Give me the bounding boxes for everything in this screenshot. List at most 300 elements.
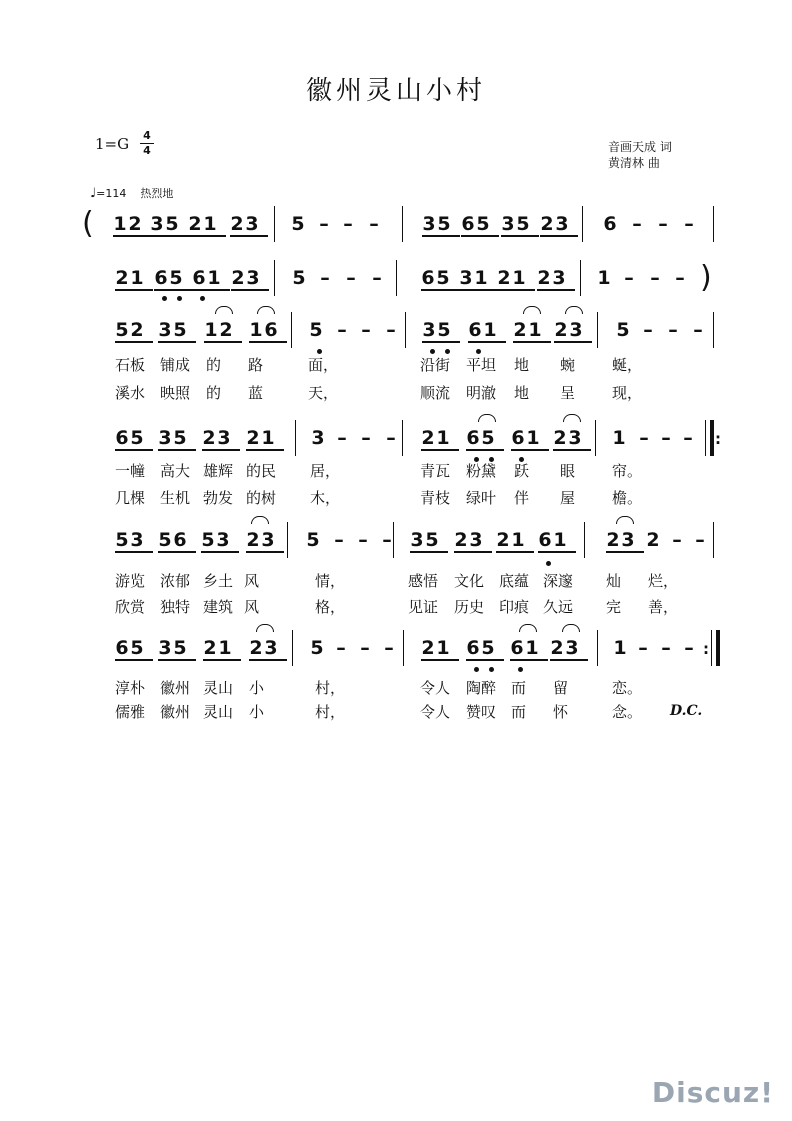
- lyricist-credit: 音画天成 词: [608, 140, 672, 154]
- jianpu-note: 1: [207, 267, 221, 289]
- jianpu-note: 2: [497, 267, 511, 289]
- close-parenthesis: ): [700, 260, 712, 295]
- underline-beam: [538, 551, 576, 553]
- underline-beam: [158, 449, 196, 451]
- jianpu-note: 2: [550, 637, 564, 659]
- jianpu-note: 1: [612, 427, 626, 449]
- jianpu-note: 6: [173, 529, 187, 551]
- jianpu-note: 3: [158, 637, 172, 659]
- jianpu-note: 1: [528, 319, 542, 341]
- jianpu-note: 3: [217, 427, 231, 449]
- lyric-syllable: 而: [511, 679, 527, 697]
- jianpu-note: 3: [552, 267, 566, 289]
- underline-beam: [203, 659, 241, 661]
- jianpu-note: 3: [422, 319, 436, 341]
- jianpu-note: 1: [613, 637, 627, 659]
- lyric-syllable: 青枝: [420, 489, 451, 507]
- jianpu-note: 6: [264, 319, 278, 341]
- jianpu-note: 3: [565, 637, 579, 659]
- tempo-marking: [90, 185, 173, 201]
- jianpu-note: 5: [201, 529, 215, 551]
- underline-beam: [158, 341, 196, 343]
- jianpu-note: 6: [510, 637, 524, 659]
- lyric-syllable: 留: [553, 679, 569, 697]
- barline: [402, 206, 403, 242]
- low-octave-dot: [546, 561, 551, 566]
- lyric-syllable: 明澈: [466, 384, 497, 402]
- lyric-syllable: 小: [249, 703, 265, 721]
- dash-note: –: [369, 213, 379, 235]
- dash-note: –: [661, 427, 671, 449]
- underline-beam: [606, 551, 644, 553]
- lyric-syllable: 欣赏: [115, 598, 146, 616]
- underline-beam: [422, 341, 460, 343]
- lyric-syllable: 檐。: [612, 489, 643, 507]
- lyric-syllable: 灵山: [203, 679, 234, 697]
- tie-arc: [519, 624, 537, 632]
- lyric-syllable: 历史: [454, 598, 485, 616]
- lyric-syllable: 眼: [560, 462, 576, 480]
- barline: [403, 630, 404, 666]
- jianpu-note: 5: [173, 427, 187, 449]
- underline-beam: [510, 659, 548, 661]
- dash-note: –: [372, 267, 382, 289]
- dash-note: –: [695, 529, 705, 551]
- barline: [582, 206, 583, 242]
- dash-note: –: [668, 319, 678, 341]
- underline-beam: [246, 551, 284, 553]
- lyric-syllable: 印痕: [499, 598, 530, 616]
- lyric-syllable: 徽州: [160, 679, 191, 697]
- lyric-syllable: 淳朴: [115, 679, 146, 697]
- jianpu-note: 6: [461, 213, 475, 235]
- low-octave-dot: [162, 296, 167, 301]
- jianpu-note: 2: [188, 213, 202, 235]
- lyric-syllable: 而: [511, 703, 527, 721]
- jianpu-note: 3: [501, 213, 515, 235]
- lyric-syllable: 感悟: [408, 572, 439, 590]
- jianpu-note: 1: [525, 637, 539, 659]
- watermark-logo: Discuz!: [651, 1076, 774, 1109]
- jianpu-note: 5: [291, 213, 305, 235]
- jianpu-note: 2: [513, 319, 527, 341]
- barline: [597, 312, 598, 348]
- lyric-syllable: 见证: [408, 598, 439, 616]
- dash-note: –: [336, 637, 346, 659]
- underline-beam: [158, 659, 196, 661]
- lyric-syllable: 恋。: [612, 679, 643, 697]
- jianpu-note: 1: [526, 427, 540, 449]
- barline: [713, 522, 714, 558]
- jianpu-note: 5: [476, 213, 490, 235]
- jianpu-note: 1: [597, 267, 611, 289]
- lyric-syllable: 令人: [420, 703, 451, 721]
- barline: [396, 260, 397, 296]
- lyric-syllable: 伴: [514, 489, 530, 507]
- lyric-syllable: 木，: [310, 489, 341, 507]
- barline: [405, 312, 406, 348]
- underline-beam: [461, 235, 499, 237]
- underline-beam: [422, 235, 460, 237]
- lyric-syllable: 沿街: [420, 356, 451, 374]
- tempo-bpm: =114: [96, 187, 127, 200]
- jianpu-note: 6: [154, 267, 168, 289]
- jianpu-note: 5: [481, 637, 495, 659]
- dash-note: –: [334, 529, 344, 551]
- jianpu-note: 1: [130, 267, 144, 289]
- barline: [291, 312, 292, 348]
- dash-note: –: [683, 427, 693, 449]
- jianpu-note: 2: [203, 637, 217, 659]
- lyric-syllable: 呈: [560, 384, 576, 402]
- lyric-syllable: 底蕴: [499, 572, 530, 590]
- jianpu-note: 2: [230, 213, 244, 235]
- dash-note: –: [384, 637, 394, 659]
- jianpu-note: 5: [130, 637, 144, 659]
- jianpu-note: 1: [436, 427, 450, 449]
- low-octave-dot: [489, 667, 494, 672]
- jianpu-note: 1: [113, 213, 127, 235]
- dash-note: –: [650, 267, 660, 289]
- jianpu-note: 2: [128, 213, 142, 235]
- lyric-syllable: 灿: [606, 572, 622, 590]
- lyric-syllable: 地: [514, 356, 530, 374]
- lyric-syllable: 陶醉: [466, 679, 497, 697]
- jianpu-note: 5: [115, 319, 129, 341]
- jianpu-note: 2: [540, 213, 554, 235]
- jianpu-note: 5: [115, 529, 129, 551]
- tie-arc: [563, 414, 581, 422]
- lyric-syllable: 地: [514, 384, 530, 402]
- dash-note: –: [638, 637, 648, 659]
- lyric-syllable: 风: [244, 572, 260, 590]
- lyric-syllable: 完: [606, 598, 622, 616]
- dash-note: –: [693, 319, 703, 341]
- jianpu-note: 2: [496, 529, 510, 551]
- jianpu-note: 3: [245, 213, 259, 235]
- underline-beam: [249, 341, 287, 343]
- underline-beam: [540, 235, 578, 237]
- barline: [580, 260, 581, 296]
- dash-note: –: [319, 213, 329, 235]
- jianpu-note: 5: [309, 319, 323, 341]
- jianpu-note: 3: [158, 427, 172, 449]
- underline-beam: [154, 289, 192, 291]
- lyric-syllable: 映照: [160, 384, 191, 402]
- dash-note: –: [337, 427, 347, 449]
- underline-beam: [115, 289, 153, 291]
- jianpu-note: 3: [150, 213, 164, 235]
- jianpu-note: 2: [553, 427, 567, 449]
- lyric-syllable: 蜿: [560, 356, 576, 374]
- lyric-syllable: 念。: [612, 703, 643, 721]
- tie-arc: [523, 306, 541, 314]
- underline-beam: [192, 289, 230, 291]
- lyric-syllable: 灵山: [203, 703, 234, 721]
- jianpu-note: 3: [264, 637, 278, 659]
- jianpu-note: 3: [555, 213, 569, 235]
- jianpu-note: 1: [511, 529, 525, 551]
- jianpu-note: 6: [115, 427, 129, 449]
- lyric-syllable: 赞叹: [466, 703, 497, 721]
- tie-arc: [215, 306, 233, 314]
- underline-beam: [158, 551, 196, 553]
- barline: [711, 630, 712, 666]
- dash-note: –: [661, 637, 671, 659]
- lyric-syllable: 格，: [315, 598, 346, 616]
- underline-beam: [113, 235, 151, 237]
- low-octave-dot: [177, 296, 182, 301]
- dash-note: –: [382, 529, 392, 551]
- lyric-syllable: 风: [244, 598, 260, 616]
- underline-beam: [496, 551, 534, 553]
- jianpu-note: 2: [606, 529, 620, 551]
- jianpu-note: 6: [421, 267, 435, 289]
- jianpu-note: 2: [130, 319, 144, 341]
- underline-beam: [466, 449, 504, 451]
- lyric-syllable: 的: [206, 384, 222, 402]
- jianpu-note: 5: [437, 319, 451, 341]
- jianpu-note: 2: [115, 267, 129, 289]
- lyric-syllable: 深邃: [543, 572, 574, 590]
- jianpu-note: 5: [616, 319, 630, 341]
- jianpu-note: 5: [173, 637, 187, 659]
- lyric-syllable: 青瓦: [420, 462, 451, 480]
- jianpu-note: 5: [130, 427, 144, 449]
- lyric-syllable: 帘。: [612, 462, 643, 480]
- lyric-syllable: 的民: [246, 462, 277, 480]
- lyric-syllable: 勃发: [203, 489, 234, 507]
- final-barline: [710, 420, 714, 456]
- jianpu-note: 2: [646, 529, 660, 551]
- jianpu-note: 1: [474, 267, 488, 289]
- underline-beam: [246, 449, 284, 451]
- dash-note: –: [343, 213, 353, 235]
- lyric-syllable: 几棵: [115, 489, 146, 507]
- jianpu-note: 6: [115, 637, 129, 659]
- lyric-syllable: 村，: [315, 703, 346, 721]
- lyric-syllable: 平坦: [466, 356, 497, 374]
- barline: [597, 630, 598, 666]
- underline-beam: [410, 551, 448, 553]
- lyric-syllable: 一幢: [115, 462, 146, 480]
- underline-beam: [459, 289, 497, 291]
- jianpu-note: 3: [311, 427, 325, 449]
- lyric-syllable: 乡土: [203, 572, 234, 590]
- jianpu-note: 3: [410, 529, 424, 551]
- dash-note: –: [346, 267, 356, 289]
- barline: [274, 260, 275, 296]
- jianpu-note: 3: [158, 319, 172, 341]
- dc-marking: D.C.: [670, 703, 703, 719]
- composer-credit: 黄清林 曲: [608, 156, 660, 170]
- underline-beam: [115, 551, 153, 553]
- underline-beam: [115, 449, 153, 451]
- lyric-syllable: 徽州: [160, 703, 191, 721]
- jianpu-note: 2: [454, 529, 468, 551]
- underline-beam: [553, 449, 591, 451]
- underline-beam: [201, 551, 239, 553]
- underline-beam: [421, 449, 459, 451]
- jianpu-note: 1: [249, 319, 263, 341]
- jianpu-note: 3: [459, 267, 473, 289]
- underline-beam: [204, 341, 242, 343]
- repeat-dots: :: [703, 640, 709, 658]
- dash-note: –: [337, 319, 347, 341]
- jianpu-note: 2: [231, 267, 245, 289]
- lyric-syllable: 情，: [315, 572, 346, 590]
- underline-beam: [497, 289, 535, 291]
- quarter-note-icon: ♩: [90, 186, 97, 201]
- jianpu-note: 2: [219, 319, 233, 341]
- barline: [584, 522, 585, 558]
- underline-beam: [537, 289, 575, 291]
- jianpu-note: 3: [568, 427, 582, 449]
- jianpu-note: 2: [246, 427, 260, 449]
- lyric-syllable: 村，: [315, 679, 346, 697]
- low-octave-dot: [518, 667, 523, 672]
- lyric-syllable: 天，: [308, 384, 339, 402]
- tie-arc: [256, 624, 274, 632]
- jianpu-note: 5: [310, 637, 324, 659]
- barline: [713, 312, 714, 348]
- underline-beam: [511, 449, 549, 451]
- tie-arc: [616, 516, 634, 524]
- jianpu-note: 6: [538, 529, 552, 551]
- lyric-syllable: 浓郁: [160, 572, 191, 590]
- lyric-syllable: 烂，: [648, 572, 679, 590]
- underline-beam: [421, 289, 459, 291]
- open-parenthesis: (: [82, 206, 94, 241]
- barline: [287, 522, 288, 558]
- jianpu-note: 3: [569, 319, 583, 341]
- jianpu-note: 5: [292, 267, 306, 289]
- lyric-syllable: 溪水: [115, 384, 146, 402]
- lyric-syllable: 文化: [454, 572, 485, 590]
- tie-arc: [562, 624, 580, 632]
- underline-beam: [249, 659, 287, 661]
- jianpu-note: 3: [261, 529, 275, 551]
- underline-beam: [421, 659, 459, 661]
- jianpu-note: 5: [158, 529, 172, 551]
- underline-beam: [115, 659, 153, 661]
- lyric-syllable: 跃: [514, 462, 530, 480]
- lyric-syllable: 面，: [308, 356, 339, 374]
- lyric-syllable: 的: [206, 356, 222, 374]
- lyric-syllable: 久远: [543, 598, 574, 616]
- jianpu-note: 5: [516, 213, 530, 235]
- dash-note: –: [361, 319, 371, 341]
- lyric-syllable: 石板: [115, 356, 146, 374]
- barline: [393, 522, 394, 558]
- jianpu-note: 5: [437, 213, 451, 235]
- lyric-syllable: 儒雅: [115, 703, 146, 721]
- time-signature-top: 4: [143, 129, 151, 142]
- underline-beam: [231, 289, 269, 291]
- jianpu-note: 2: [421, 427, 435, 449]
- jianpu-note: 1: [483, 319, 497, 341]
- jianpu-note: 3: [246, 267, 260, 289]
- lyric-syllable: 屋: [560, 489, 576, 507]
- barline: [402, 420, 403, 456]
- barline: [713, 206, 714, 242]
- jianpu-note: 1: [553, 529, 567, 551]
- dash-note: –: [684, 213, 694, 235]
- lyric-syllable: 独特: [160, 598, 191, 616]
- underline-beam: [230, 235, 268, 237]
- tempo-expression: 热烈地: [140, 187, 174, 200]
- lyric-syllable: 建筑: [203, 598, 234, 616]
- lyric-syllable: 粉黛: [466, 462, 497, 480]
- lyric-syllable: 令人: [420, 679, 451, 697]
- song-title: 徽州灵山小村: [305, 76, 486, 106]
- jianpu-note: 5: [306, 529, 320, 551]
- jianpu-note: 1: [436, 637, 450, 659]
- underline-beam: [550, 659, 588, 661]
- dash-note: –: [658, 213, 668, 235]
- underline-beam: [115, 341, 153, 343]
- lyric-syllable: 雄辉: [203, 462, 234, 480]
- lyric-syllable: 怀: [553, 703, 569, 721]
- barline: [595, 420, 596, 456]
- jianpu-note: 3: [130, 529, 144, 551]
- dash-note: –: [639, 427, 649, 449]
- jianpu-note: 1: [512, 267, 526, 289]
- underline-beam: [150, 235, 188, 237]
- lyric-syllable: 路: [248, 356, 264, 374]
- dash-note: –: [684, 637, 694, 659]
- underline-beam: [513, 341, 551, 343]
- low-octave-dot: [200, 296, 205, 301]
- jianpu-note: 2: [246, 529, 260, 551]
- jianpu-note: 5: [173, 319, 187, 341]
- jianpu-note: 2: [249, 637, 263, 659]
- repeat-dots: :: [715, 430, 721, 448]
- underline-beam: [554, 341, 592, 343]
- key-signature: 1=G: [95, 135, 130, 153]
- jianpu-note: 6: [192, 267, 206, 289]
- jianpu-note: 5: [165, 213, 179, 235]
- lyric-syllable: 绿叶: [466, 489, 497, 507]
- jianpu-note: 6: [511, 427, 525, 449]
- dash-note: –: [386, 427, 396, 449]
- lyric-syllable: 游览: [115, 572, 146, 590]
- jianpu-note: 6: [468, 319, 482, 341]
- underline-beam: [188, 235, 226, 237]
- jianpu-note: 3: [469, 529, 483, 551]
- barline: [292, 630, 293, 666]
- time-signature: [140, 130, 154, 157]
- jianpu-note: 2: [554, 319, 568, 341]
- lyric-syllable: 铺成: [160, 356, 191, 374]
- jianpu-note: 1: [261, 427, 275, 449]
- dash-note: –: [632, 213, 642, 235]
- lyric-syllable: 生机: [160, 489, 191, 507]
- lyric-syllable: 蓝: [248, 384, 264, 402]
- underline-beam: [202, 449, 240, 451]
- underline-beam: [501, 235, 539, 237]
- jianpu-note: 1: [218, 637, 232, 659]
- jianpu-note: 2: [202, 427, 216, 449]
- jianpu-note: 1: [204, 319, 218, 341]
- jianpu-note: 3: [216, 529, 230, 551]
- barline: [295, 420, 296, 456]
- underline-beam: [468, 341, 506, 343]
- lyric-syllable: 高大: [160, 462, 191, 480]
- jianpu-note: 5: [425, 529, 439, 551]
- dash-note: –: [360, 637, 370, 659]
- lyric-syllable: 顺流: [420, 384, 451, 402]
